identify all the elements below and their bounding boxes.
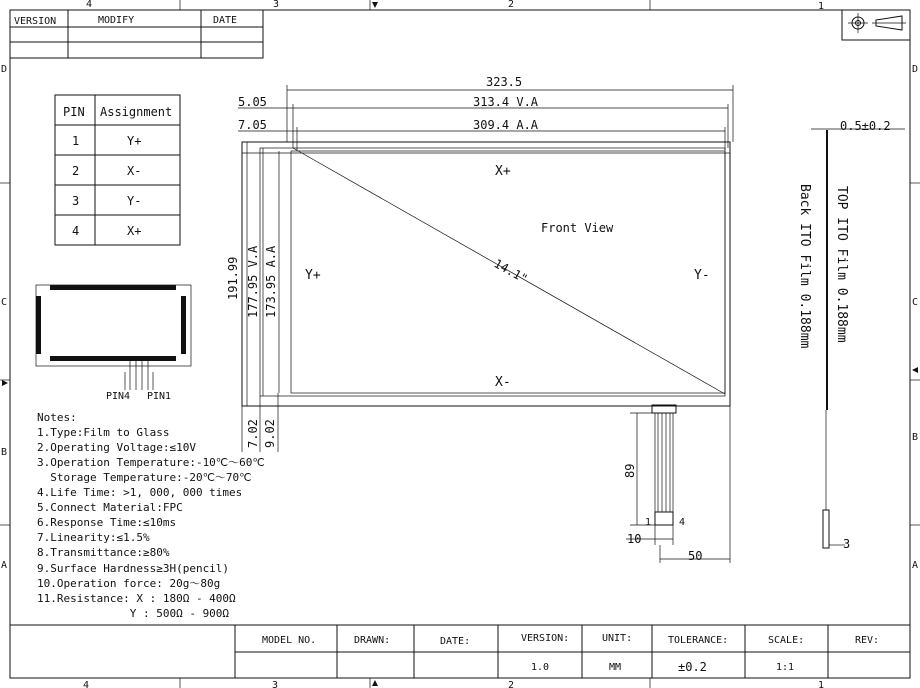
dim-aa-height: 173.95 A.A xyxy=(264,245,278,318)
rev-date-header: DATE xyxy=(213,15,238,26)
grid-label-bottom-3: 3 xyxy=(272,680,279,688)
side-view xyxy=(797,119,905,551)
dim-va-width: 313.4 V.A xyxy=(473,95,539,109)
tail-pin4-label: 4 xyxy=(679,517,686,528)
pin-table-header-pin: PIN xyxy=(63,105,85,119)
grid-label-left-d: D xyxy=(1,64,8,75)
note-item: 11.Resistance: X : 180Ω - 400Ω xyxy=(37,592,236,605)
title-block-scale: SCALE: xyxy=(768,635,805,646)
grid-label-left-b: B xyxy=(1,447,8,458)
note-item: Storage Temperature:-20℃～70℃ xyxy=(37,471,252,484)
dim-offset-bottom1: 7.02 xyxy=(246,419,260,448)
tolerance-value: ±0.2 xyxy=(678,660,707,674)
pin-table-assign-3: Y- xyxy=(127,194,142,208)
grid-label-left-c: C xyxy=(1,297,8,308)
note-item: 3.Operation Temperature:-10℃～60℃ xyxy=(37,456,265,469)
front-view-y-minus: Y- xyxy=(694,268,710,283)
scale-value: 1:1 xyxy=(776,662,795,673)
top-dimensions xyxy=(238,75,733,150)
version-value: 1.0 xyxy=(531,662,550,673)
pin-table-assign-1: Y+ xyxy=(127,134,142,148)
dim-overall-width: 323.5 xyxy=(486,75,523,89)
rev-modify-header: MODIFY xyxy=(98,15,135,26)
electrode-diagram xyxy=(36,285,191,402)
unit-value: MM xyxy=(609,662,622,673)
grid-label-right-c: C xyxy=(912,297,919,308)
dim-va-height: 177.95 V.A xyxy=(246,245,260,318)
front-view-y-plus: Y+ xyxy=(305,268,321,283)
title-block-rev: REV: xyxy=(855,635,880,646)
front-view-title: Front View xyxy=(541,221,614,235)
note-item: 6.Response Time:≤10ms xyxy=(37,516,177,529)
projection-symbol xyxy=(842,10,910,40)
title-block-model-no: MODEL NO. xyxy=(262,635,317,646)
tail-pin1-label: 1 xyxy=(645,517,652,528)
grid-label-bottom-2: 2 xyxy=(508,680,515,688)
note-item: 4.Life Time: >1, 000, 000 times xyxy=(37,486,243,499)
title-block-date: DATE: xyxy=(440,636,471,647)
grid-label-right-b: B xyxy=(912,432,919,443)
title-block-drawn: DRAWN: xyxy=(354,635,391,646)
grid-label-top-4: 4 xyxy=(86,0,93,10)
dim-offset-bottom2: 9.02 xyxy=(263,419,277,448)
side-tail-dim: 3 xyxy=(843,537,851,551)
dim-tail-width: 10 xyxy=(627,532,642,546)
pin-table-header-assignment: Assignment xyxy=(100,105,173,119)
grid-label-right-d: D xyxy=(912,64,919,75)
note-item: 9.Surface Hardness≥3H(pencil) xyxy=(37,562,230,575)
dim-aa-width: 309.4 A.A xyxy=(473,118,539,132)
pin-table-pin-2: 2 xyxy=(72,164,80,178)
note-item: 10.Operation force: 20g～80g xyxy=(37,577,221,590)
front-view-x-minus: X- xyxy=(495,375,511,390)
notes-block xyxy=(37,411,265,620)
dim-tail-position: 50 xyxy=(688,549,703,563)
dim-overall-height: 191.99 xyxy=(226,256,240,300)
side-top-film-label: TOP ITO Film 0.188mm xyxy=(834,186,849,343)
note-item: 1.Type:Film to Glass xyxy=(37,426,170,439)
grid-label-bottom-1: 1 xyxy=(818,680,825,688)
grid-label-left-a: A xyxy=(1,560,8,571)
fpc-tail xyxy=(623,405,730,563)
pin-table xyxy=(55,95,180,245)
grid-label-top-3: 3 xyxy=(273,0,280,10)
dim-offset-top2: 7.05 xyxy=(238,118,267,132)
pin-table-pin-1: 1 xyxy=(72,134,80,148)
title-block-unit: UNIT: xyxy=(602,633,633,644)
diagonal-size-label: 14.1" xyxy=(491,256,530,287)
pin-table-pin-4: 4 xyxy=(72,224,80,238)
revision-block xyxy=(10,10,263,58)
pin-table-assign-4: X+ xyxy=(127,224,142,238)
front-view-panel xyxy=(242,142,730,406)
title-block xyxy=(10,625,910,678)
rev-version-header: VERSION xyxy=(14,16,57,27)
dim-offset-top1: 5.05 xyxy=(238,95,267,109)
note-item: Y : 500Ω - 900Ω xyxy=(37,607,230,620)
title-block-version: VERSION: xyxy=(521,633,570,644)
side-back-film-label: Back ITO Film 0.188mm xyxy=(797,184,812,349)
title-block-tolerance: TOLERANCE: xyxy=(668,635,729,646)
note-item: 5.Connect Material:FPC xyxy=(37,501,183,514)
connector-pin4-label: PIN4 xyxy=(106,391,131,402)
note-item: 8.Transmittance:≥80% xyxy=(37,546,170,559)
front-view-x-plus: X+ xyxy=(495,164,511,179)
pin-table-pin-3: 3 xyxy=(72,194,80,208)
pin-table-assign-2: X- xyxy=(127,164,142,178)
grid-label-right-a: A xyxy=(912,560,919,571)
grid-label-top-1: 1 xyxy=(818,1,825,12)
notes-title: Notes: xyxy=(37,411,77,424)
side-thickness-label: 0.5±0.2 xyxy=(840,119,891,133)
connector-pin1-label: PIN1 xyxy=(147,391,172,402)
note-item: 7.Linearity:≤1.5% xyxy=(37,531,150,544)
grid-label-bottom-4: 4 xyxy=(83,680,90,688)
note-item: 2.Operating Voltage:≤10V xyxy=(37,441,196,454)
grid-label-top-2: 2 xyxy=(508,0,515,10)
dim-tail-length: 89 xyxy=(623,463,637,478)
